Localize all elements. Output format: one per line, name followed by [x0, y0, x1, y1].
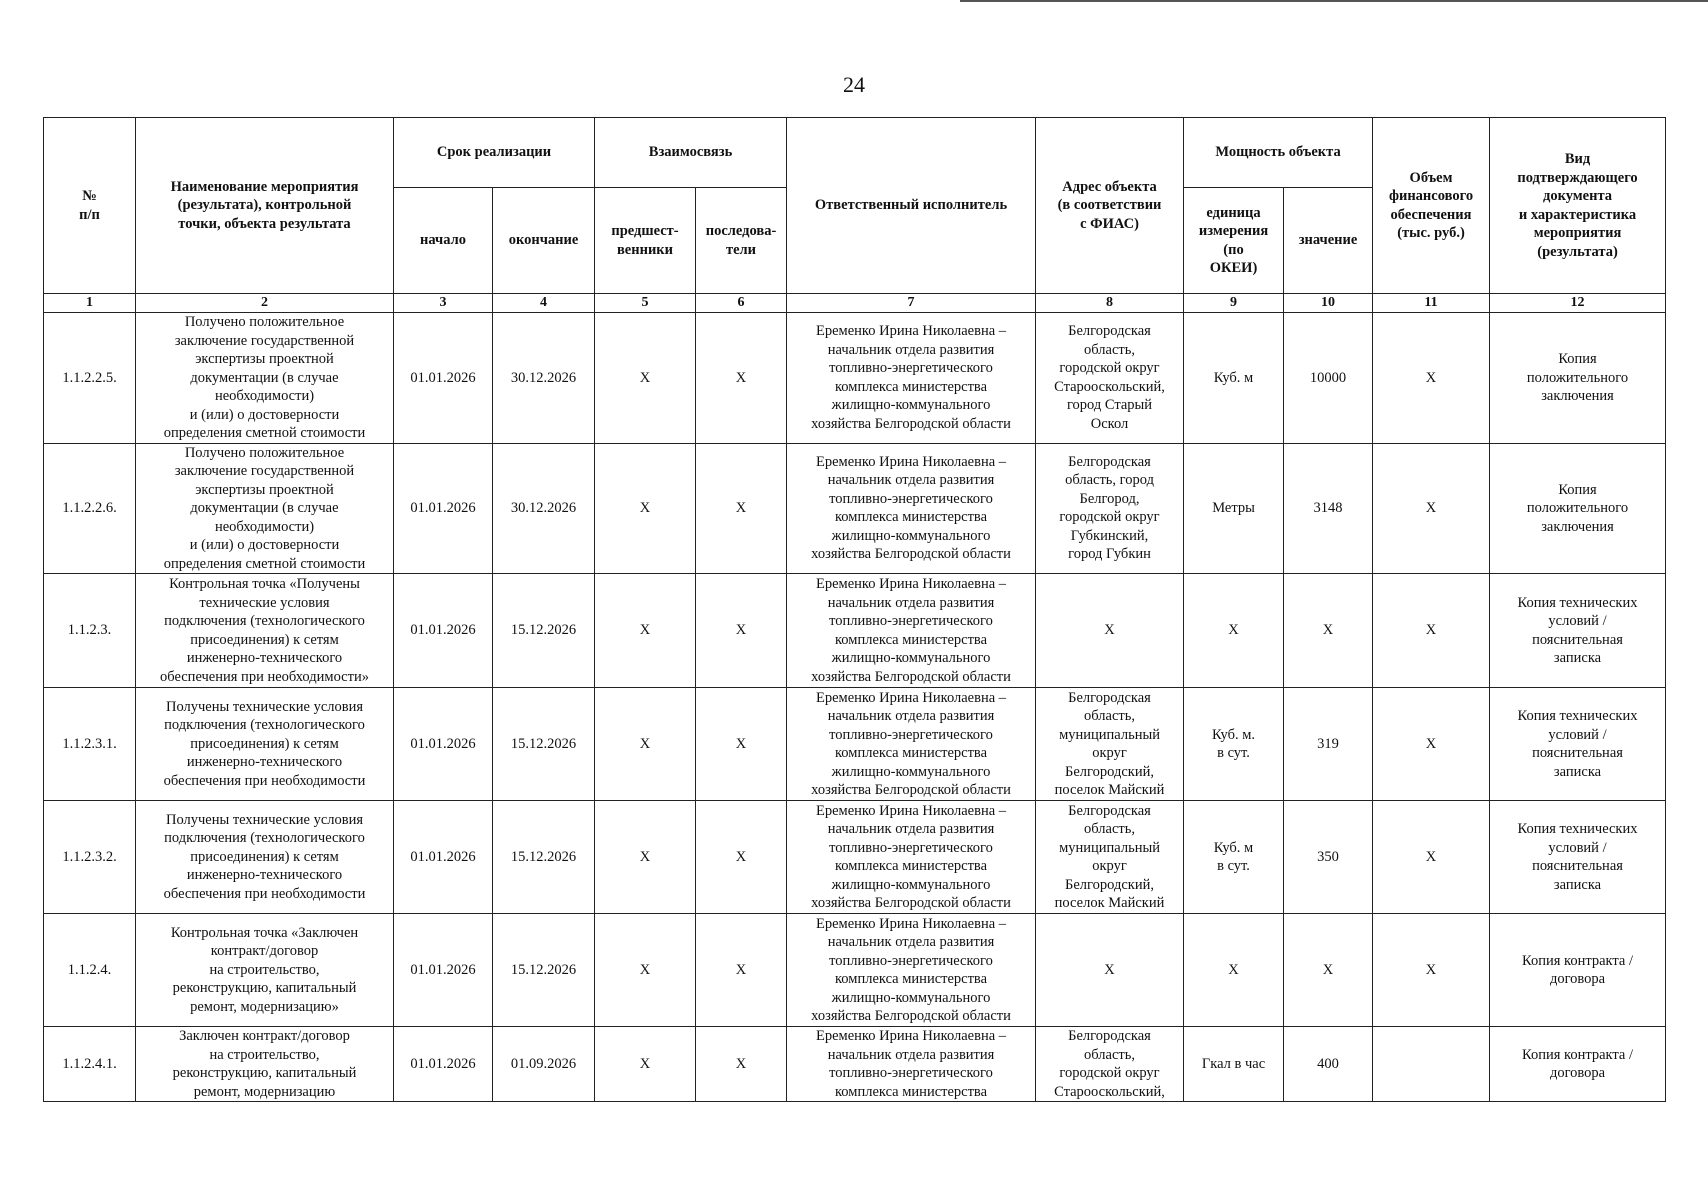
- row-start-date: 01.01.2026: [394, 443, 493, 574]
- row-code: 1.1.2.4.: [44, 914, 136, 1027]
- row-end-date: 30.12.2026: [493, 313, 595, 444]
- row-name: Получены технические условия подключения (технологического присоединения) к сетям инженерно-технического обеспечения при необходимости: [136, 688, 394, 801]
- column-number: 2: [136, 294, 394, 313]
- table-row: [44, 574, 1666, 688]
- row-successors: Х: [696, 443, 787, 574]
- row-name: Получено положительное заключение государственной экспертизы проектной документации (в случае необходимости) и (или) о достоверности определения сметной стоимости: [136, 443, 394, 574]
- row-value: 10000: [1284, 313, 1373, 444]
- row-successors: Х: [696, 574, 787, 688]
- header-capacity-unit: единица измерения (по ОКЕИ): [1184, 188, 1284, 294]
- row-end-date: 15.12.2026: [493, 801, 595, 914]
- row-code: 1.1.2.3.: [44, 574, 136, 688]
- header-address: Адрес объекта (в соответствии с ФИАС): [1036, 118, 1184, 294]
- header-doc: Вид подтверждающего документа и характеристика мероприятия (результата): [1490, 118, 1666, 294]
- row-address: Белгородская область, город Белгород, городской округ Губкинский, город Губкин: [1036, 443, 1184, 574]
- row-unit: Гкал в час: [1184, 1027, 1284, 1102]
- row-document: Копия технических условий / пояснительная записка: [1490, 801, 1666, 914]
- row-name: Получено положительное заключение государственной экспертизы проектной документации (в случае необходимости) и (или) о достоверности определения сметной стоимости: [136, 313, 394, 444]
- row-executor: Еременко Ирина Николаевна – начальник отдела развития топливно-энергетического комплекса министерства жилищно-коммунального хозяйства Белгородской области: [787, 313, 1036, 444]
- row-finance: Х: [1373, 574, 1490, 688]
- row-code: 1.1.2.2.5.: [44, 313, 136, 444]
- row-end-date: 15.12.2026: [493, 914, 595, 1027]
- row-value: Х: [1284, 574, 1373, 688]
- row-start-date: 01.01.2026: [394, 688, 493, 801]
- row-executor: Еременко Ирина Николаевна – начальник отдела развития топливно-энергетического комплекса министерства жилищно-коммунального хозяйства Белгородской области: [787, 574, 1036, 688]
- row-name: Контрольная точка «Получены технические условия подключения (технологического присоединения) к сетям инженерно-технического обеспечения при необходимости»: [136, 574, 394, 688]
- row-code: 1.1.2.3.1.: [44, 688, 136, 801]
- row-unit: Метры: [1184, 443, 1284, 574]
- row-name: Получены технические условия подключения (технологического присоединения) к сетям инженерно-технического обеспечения при необходимости: [136, 801, 394, 914]
- row-address: Х: [1036, 574, 1184, 688]
- row-value: Х: [1284, 914, 1373, 1027]
- row-predecessors: Х: [595, 914, 696, 1027]
- row-finance: Х: [1373, 313, 1490, 444]
- row-predecessors: Х: [595, 313, 696, 444]
- row-value: 319: [1284, 688, 1373, 801]
- row-executor: Еременко Ирина Николаевна – начальник отдела развития топливно-энергетического комплекса министерства жилищно-коммунального хозяйства Белгородской области: [787, 443, 1036, 574]
- top-rule: [960, 0, 1708, 2]
- row-unit: Куб. м в сут.: [1184, 801, 1284, 914]
- row-unit: Х: [1184, 914, 1284, 1027]
- row-finance: Х: [1373, 688, 1490, 801]
- table-row: [44, 313, 1666, 444]
- column-number: 7: [787, 294, 1036, 313]
- row-document: Копия контракта / договора: [1490, 1027, 1666, 1102]
- row-predecessors: Х: [595, 1027, 696, 1102]
- row-predecessors: Х: [595, 688, 696, 801]
- row-start-date: 01.01.2026: [394, 801, 493, 914]
- row-name: Контрольная точка «Заключен контракт/договор на строительство, реконструкцию, капитальный ремонт, модернизацию»: [136, 914, 394, 1027]
- table-row: [44, 801, 1666, 914]
- row-finance: Х: [1373, 801, 1490, 914]
- header-num: № п/п: [44, 118, 136, 294]
- row-executor: Еременко Ирина Николаевна – начальник отдела развития топливно-энергетического комплекса министерства: [787, 1027, 1036, 1102]
- plan-table: [43, 117, 1666, 1102]
- row-value: 400: [1284, 1027, 1373, 1102]
- row-predecessors: Х: [595, 443, 696, 574]
- column-number: 5: [595, 294, 696, 313]
- row-successors: Х: [696, 914, 787, 1027]
- column-number: 4: [493, 294, 595, 313]
- row-address: Белгородская область, городской округ Старооскольский, город Старый Оскол: [1036, 313, 1184, 444]
- row-value: 350: [1284, 801, 1373, 914]
- row-executor: Еременко Ирина Николаевна – начальник отдела развития топливно-энергетического комплекса министерства жилищно-коммунального хозяйства Белгородской области: [787, 914, 1036, 1027]
- row-start-date: 01.01.2026: [394, 1027, 493, 1102]
- row-unit: Х: [1184, 574, 1284, 688]
- header-period: Срок реализации: [394, 118, 595, 188]
- row-predecessors: Х: [595, 574, 696, 688]
- row-start-date: 01.01.2026: [394, 313, 493, 444]
- column-number: 8: [1036, 294, 1184, 313]
- row-executor: Еременко Ирина Николаевна – начальник отдела развития топливно-энергетического комплекса министерства жилищно-коммунального хозяйства Белгородской области: [787, 801, 1036, 914]
- row-end-date: 15.12.2026: [493, 688, 595, 801]
- row-document: Копия положительного заключения: [1490, 313, 1666, 444]
- row-address: Белгородская область, муниципальный округ Белгородский, поселок Майский: [1036, 688, 1184, 801]
- row-document: Копия положительного заключения: [1490, 443, 1666, 574]
- row-code: 1.1.2.2.6.: [44, 443, 136, 574]
- row-start-date: 01.01.2026: [394, 914, 493, 1027]
- header-capacity-value: значение: [1284, 188, 1373, 294]
- row-start-date: 01.01.2026: [394, 574, 493, 688]
- row-executor: Еременко Ирина Николаевна – начальник отдела развития топливно-энергетического комплекса министерства жилищно-коммунального хозяйства Белгородской области: [787, 688, 1036, 801]
- table-row: [44, 688, 1666, 801]
- header-name: Наименование мероприятия (результата), контрольной точки, объекта результата: [136, 118, 394, 294]
- column-number: 12: [1490, 294, 1666, 313]
- row-unit: Куб. м. в сут.: [1184, 688, 1284, 801]
- row-code: 1.1.2.4.1.: [44, 1027, 136, 1102]
- table-row: [44, 443, 1666, 574]
- row-successors: Х: [696, 801, 787, 914]
- row-successors: Х: [696, 313, 787, 444]
- row-end-date: 15.12.2026: [493, 574, 595, 688]
- header-link-prev: предшест- венники: [595, 188, 696, 294]
- column-number: 3: [394, 294, 493, 313]
- table-row: [44, 1027, 1666, 1102]
- page-number: 24: [843, 72, 865, 97]
- column-number-row: [44, 294, 1666, 313]
- row-unit: Куб. м: [1184, 313, 1284, 444]
- header-period-start: начало: [394, 188, 493, 294]
- row-finance: Х: [1373, 443, 1490, 574]
- row-document: Копия контракта / договора: [1490, 914, 1666, 1027]
- row-end-date: 01.09.2026: [493, 1027, 595, 1102]
- header-period-end: окончание: [493, 188, 595, 294]
- row-finance: [1373, 1027, 1490, 1102]
- row-successors: Х: [696, 1027, 787, 1102]
- column-number: 6: [696, 294, 787, 313]
- row-address: Белгородская область, муниципальный округ Белгородский, поселок Майский: [1036, 801, 1184, 914]
- row-successors: Х: [696, 688, 787, 801]
- row-document: Копия технических условий / пояснительная записка: [1490, 574, 1666, 688]
- row-end-date: 30.12.2026: [493, 443, 595, 574]
- row-finance: Х: [1373, 914, 1490, 1027]
- row-address: Х: [1036, 914, 1184, 1027]
- row-document: Копия технических условий / пояснительная записка: [1490, 688, 1666, 801]
- header-link-next: последова- тели: [696, 188, 787, 294]
- header-executor: Ответственный исполнитель: [787, 118, 1036, 294]
- row-code: 1.1.2.3.2.: [44, 801, 136, 914]
- row-address: Белгородская область, городской округ Старооскольский,: [1036, 1027, 1184, 1102]
- table-row: [44, 914, 1666, 1027]
- row-value: 3148: [1284, 443, 1373, 574]
- row-name: Заключен контракт/договор на строительство, реконструкцию, капитальный ремонт, модернизацию: [136, 1027, 394, 1102]
- column-number: 11: [1373, 294, 1490, 313]
- column-number: 10: [1284, 294, 1373, 313]
- row-predecessors: Х: [595, 801, 696, 914]
- header-link: Взаимосвязь: [595, 118, 787, 188]
- column-number: 1: [44, 294, 136, 313]
- header-capacity: Мощность объекта: [1184, 118, 1373, 188]
- header-finance: Объем финансового обеспечения (тыс. руб.): [1373, 118, 1490, 294]
- column-number: 9: [1184, 294, 1284, 313]
